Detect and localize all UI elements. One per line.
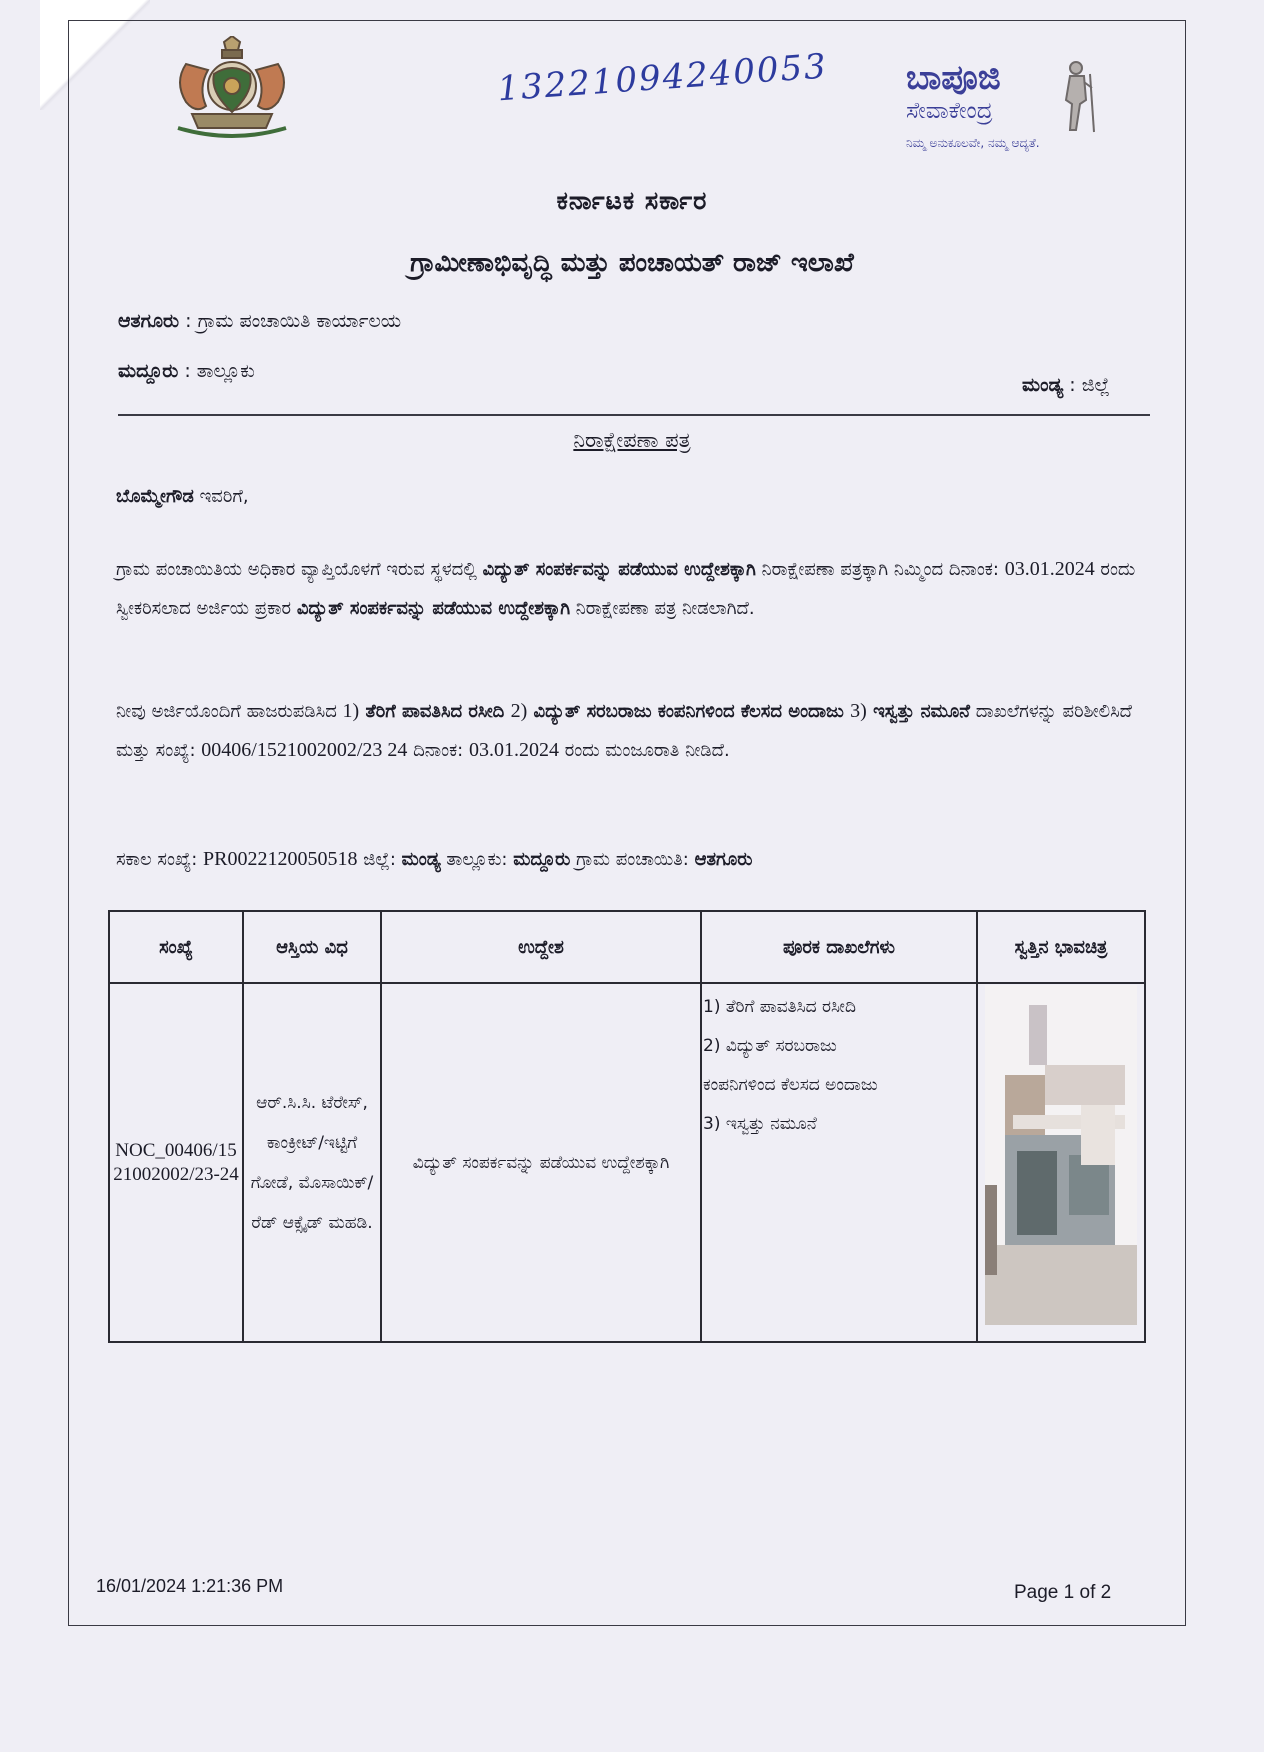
para1-text-1: ಗ್ರಾಮ ಪಂಚಾಯಿತಿಯ ಅಧಿಕಾರ ವ್ಯಾಪ್ತಿಯೊಳಗೆ ಇರುವ ಸ್ಥಳದಲ್ಲಿ	[116, 559, 483, 580]
column-header-property-type: ಆಸ್ತಿಯ ವಿಧ	[243, 911, 381, 983]
column-header-photo: ಸ್ವತ್ತಿನ ಭಾವಚಿತ್ರ	[977, 911, 1145, 983]
para1-bold-2: ವಿದ್ಯುತ್ ಸಂಪರ್ಕವನ್ನು ಪಡೆಯುವ ಉದ್ದೇಶಕ್ಕಾಗಿ	[296, 598, 571, 619]
document-title: ನಿರಾಕ್ಷೇಪಣಾ ಪತ್ರ	[573, 428, 691, 452]
salutation-suffix: ಇವರಿಗೆ,	[193, 486, 249, 507]
table-row	[109, 983, 1145, 1342]
para1-bold-1: ವಿದ್ಯುತ್ ಸಂಪರ್ಕವನ್ನು ಪಡೆಯುವ ಉದ್ದೇಶಕ್ಕಾಗಿ	[482, 559, 756, 580]
purpose: ವಿದ್ಯುತ್ ಸಂಪರ್ಕವನ್ನು ಪಡೆಯುವ ಉದ್ದೇಶಕ್ಕಾಗಿ	[381, 983, 701, 1342]
table-header-row	[109, 911, 1145, 983]
addressee-name: ಬೊಮ್ಮೇಗೌಡ	[116, 486, 194, 507]
district-suffix: : ಜಿಲ್ಲೆ	[1063, 374, 1110, 396]
taluk-name: ಮದ್ದೂರು	[118, 360, 179, 382]
karnataka-state-emblem-icon	[168, 36, 296, 140]
column-header-purpose: ಉದ್ದೇಶ	[381, 911, 701, 983]
sakala-summary-line	[116, 848, 752, 871]
property-photo-cell	[977, 983, 1145, 1342]
para2-bold-1: ತೆರಿಗೆ ಪಾವತಿಸಿದ ರಸೀದಿ	[359, 701, 511, 722]
para1-text-4: ನಿರಾಕ್ಷೇಪಣಾ ಪತ್ರ ನೀಡಲಾಗಿದೆ.	[570, 598, 755, 619]
property-type: ಆರ್.ಸಿ.ಸಿ. ಟೆರೇಸ್, ಕಾಂಕ್ರೀಟ್/ಇಟ್ಟಿಗೆ ಗೋಡೆ, ಮೊಸಾಯಿಕ್/ರೆಡ್ ಆಕ್ಸೈಡ್ ಮಹಡಿ.	[243, 983, 381, 1342]
para1-text-2: ನಿರಾಕ್ಷೇಪಣಾ ಪತ್ರಕ್ಕಾಗಿ ನಿಮ್ಮಿಂದ ದಿನಾಂಕ:	[755, 559, 1005, 580]
page-number: Page 1 of 2	[1014, 1582, 1112, 1603]
column-header-documents: ಪೂರಕ ದಾಖಲೆಗಳು	[701, 911, 977, 983]
para2-num-3: 3)	[850, 700, 867, 722]
para1-text-3: ರಂದು ಸ್ವೀಕರಿಸಲಾದ ಅರ್ಜಿಯ ಪ್ರಕಾರ	[116, 559, 1136, 619]
sakala-label: ಸಕಾಲ ಸಂಖ್ಯೆ:	[116, 849, 204, 870]
village-suffix: : ಗ್ರಾಮ ಪಂಚಾಯಿತಿ ಕಾರ್ಯಾಲಯ	[179, 310, 402, 332]
taluk-suffix: : ತಾಲ್ಲೂಕು	[178, 360, 255, 382]
para2-text-1: ನೀವು ಅರ್ಜಿಯೊಂದಿಗೆ ಹಾಜರುಪಡಿಸಿದ	[116, 701, 343, 722]
village-name: ಆತಗೂರು	[118, 310, 180, 332]
document-item: ಕಂಪನಿಗಳಿಂದ ಕೆಲಸದ ಅಂದಾಜು	[703, 1075, 878, 1095]
supporting-documents	[701, 983, 977, 1342]
office-village-line	[118, 310, 401, 332]
application-date: 03.01.2024	[1004, 558, 1095, 580]
noc-number: NOC_00406/1521002002/23-24	[109, 983, 243, 1342]
logo-title: ಬಾಪೂಜಿ	[906, 58, 1001, 98]
paragraph-application	[116, 550, 1146, 628]
walking-gandhi-icon	[1046, 60, 1104, 134]
approval-date: 03.01.2024	[468, 739, 559, 761]
logo-tagline: ನಿಮ್ಮ ಅನುಕೂಲವೇ, ನಮ್ಮ ಆದ್ಯತೆ.	[906, 136, 1040, 150]
property-photo-icon	[985, 985, 1137, 1325]
noc-details-table	[108, 910, 1144, 1336]
district-name: ಮಂಡ್ಯ	[1022, 374, 1064, 396]
summary-district-label: ಜಿಲ್ಲೆ:	[357, 849, 402, 870]
para2-num-1: 1)	[342, 700, 360, 722]
summary-taluk-label: ತಾಲ್ಲೂಕು:	[440, 849, 514, 870]
government-heading: ಕರ್ನಾಟಕ ಸರ್ಕಾರ	[556, 186, 708, 215]
column-header-number: ಸಂಖ್ಯೆ	[109, 911, 243, 983]
para2-bold-2: ವಿದ್ಯುತ್ ಸರಬರಾಜು ಕಂಪನಿಗಳಿಂದ ಕೆಲಸದ ಅಂದಾಜು	[527, 701, 851, 722]
document-item: 1) ತೆರಿಗೆ ಪಾವತಿಸಿದ ರಸೀದಿ	[703, 997, 856, 1017]
para2-bold-3: ಇಸ್ವತ್ತು ನಮೂನೆ	[866, 701, 970, 722]
summary-taluk: ಮದ್ದೂರು	[513, 849, 571, 870]
document-item: 2) ವಿದ್ಯುತ್ ಸರಬರಾಜು	[703, 1036, 837, 1056]
sakala-number: PR0022120050518	[203, 848, 358, 870]
print-timestamp: 16/01/2024 1:21:36 PM	[96, 1576, 284, 1596]
office-taluk-line	[118, 360, 255, 382]
document-item: 3) ಇಸ್ವತ್ತು ನಮೂನೆ	[703, 1114, 817, 1134]
summary-gp-label: ಗ್ರಾಮ ಪಂಚಾಯಿತಿ:	[570, 849, 695, 870]
department-heading: ಗ್ರಾಮೀಣಾಭಿವೃದ್ಧಿ ಮತ್ತು ಪಂಚಾಯತ್ ರಾಜ್ ಇಲಾಖೆ	[410, 248, 854, 278]
summary-gram-panchayat: ಆತಗೂರು	[694, 849, 753, 870]
paragraph-approval	[116, 692, 1146, 770]
summary-district: ಮಂಡ್ಯ	[401, 849, 441, 870]
para2-text-4: ರಂದು ಮಂಜೂರಾತಿ ನೀಡಿದೆ.	[558, 740, 730, 761]
handwritten-reference-number: 13221094240053	[496, 46, 830, 110]
para2-num-2: 2)	[510, 700, 528, 722]
para2-text-2: ದಾಖಲೆಗಳನ್ನು ಪರಿಶೀಲಿಸಿದೆ ಮತ್ತು ಸಂಖ್ಯೆ:	[116, 701, 1133, 761]
bapuji-sevakendra-logo	[906, 58, 1106, 158]
logo-subtitle: ಸೇವಾಕೇಂದ್ರ	[906, 98, 993, 124]
header-divider	[118, 414, 1150, 416]
approval-reference-number: 00406/1521002002/23 24	[201, 739, 408, 761]
salutation	[116, 486, 249, 507]
office-district-line	[1022, 374, 1110, 396]
para2-text-3: ದಿನಾಂಕ:	[407, 740, 469, 761]
